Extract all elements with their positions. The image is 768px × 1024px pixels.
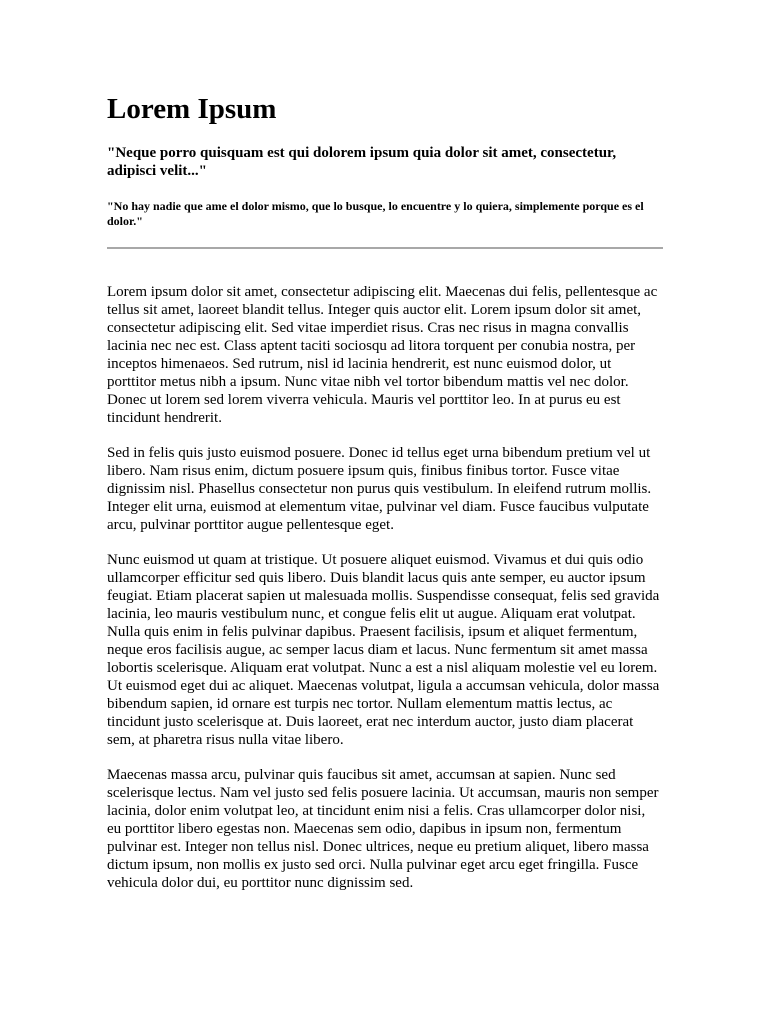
document-page — [107, 91, 663, 909]
paragraph-3: Nunc euismod ut quam at tristique. Ut posuere aliquet euismod. Vivamus et dui quis odio ullamcorper efficitur sed quis libero. Duis blandit lacus quis ante semper, eu auctor ipsum feugiat. Etiam placerat sapien ut malesuada mollis. Suspendisse consequat, felis sed gravida lacinia, leo mauris vestibulum nunc, et congue felis elit ut augue. Aliquam erat volutpat. Nulla quis enim in felis pulvinar dapibus. Praesent facilisis, ipsum et aliquet fermentum, neque eros facilisis augue, ac semper lacus diam et lacus. Nunc fermentum sit amet massa lobortis scelerisque. Aliquam erat volutpat. Nunc a est a nisl aliquam molestie vel eu lorem. Ut euismod eget dui ac aliquet. Maecenas volutpat, ligula a accumsan vehicula, dolor massa bibendum sapien, id ornare est turpis nec tortor. Nullam elementum mattis lectus, ac tincidunt justo scelerisque at. Duis laoreet, erat nec interdum auctor, justo diam placerat sem, at pharetra risus nulla vitae libero. — [107, 552, 660, 748]
page-title: Lorem Ipsum — [107, 93, 277, 125]
paragraph-2: Sed in felis quis justo euismod posuere. Donec id tellus eget urna bibendum pretium vel ut libero. Nam risus enim, dictum posuere ipsum quis, finibus finibus tortor. Fusce vitae dignissim nisl. Phasellus consectetur non purus quis vestibulum. In eleifend rutrum mollis. Integer elit urna, euismod at elementum vitae, pulvinar vel diam. Fusce faucibus vulputate arcu, pulvinar porttitor augue pellentesque eget. — [107, 445, 652, 533]
paragraph-1: Lorem ipsum dolor sit amet, consectetur adipiscing elit. Maecenas dui felis, pellentesque ac tellus sit amet, laoreet blandit tellus. Integer quis auctor elit. Lorem ipsum dolor sit amet, consectetur adipiscing elit. Sed vitae imperdiet risus. Cras nec risus in magna convallis lacinia nec nec est. Class aptent taciti sociosqu ad litora torquent per conubia nostra, per inceptos himenaeos. Sed rutrum, nisl id lacinia hendrerit, est nunc euismod dolor, ut porttitor metus nibh a ipsum. Nunc vitae nibh vel tortor bibendum mattis vel nec dolor. Donec ut lorem sed lorem viverra vehicula. Mauris vel porttitor leo. In at purus eu est tincidunt hendrerit. — [107, 284, 658, 426]
body-text — [107, 283, 663, 892]
spanish-quote: "No hay nadie que ame el dolor mismo, que lo busque, lo encuentre y lo quiera, simplemente porque es el dolor." — [107, 199, 644, 228]
paragraph-4: Maecenas massa arcu, pulvinar quis faucibus sit amet, accumsan at sapien. Nunc sed scelerisque lectus. Nam vel justo sed felis posuere lacinia. Ut accumsan, mauris non semper lacinia, dolor enim volutpat leo, at tincidunt enim nisi a felis. Cras ullamcorper dolor nisi, eu porttitor libero egestas non. Maecenas sem odio, dapibus in ipsum non, fermentum pulvinar est. Integer non tellus nisl. Donec ultrices, neque eu pretium aliquet, libero massa dictum ipsum, non mollis ex justo sed orci. Nulla pulvinar eget arcu eget fringilla. Fusce vehicula dolor dui, eu porttitor nunc dignissim sed. — [107, 767, 659, 891]
section-divider — [107, 247, 663, 249]
latin-quote: "Neque porro quisquam est qui dolorem ipsum quia dolor sit amet, consectetur, adipisci velit..." — [107, 145, 617, 179]
